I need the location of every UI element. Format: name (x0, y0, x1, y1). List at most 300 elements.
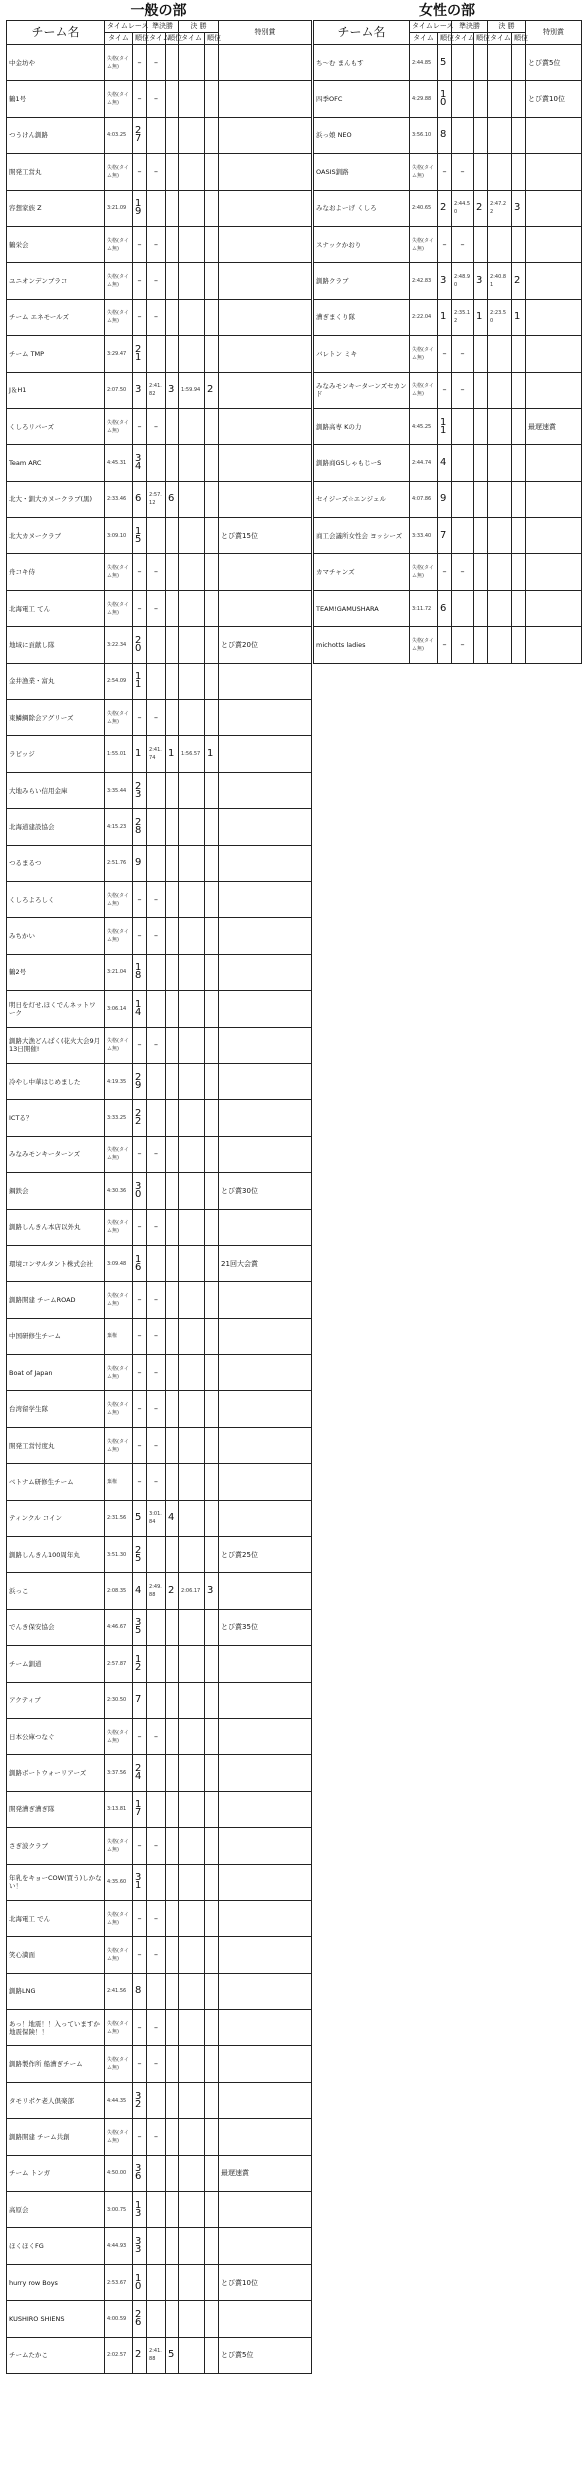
final-rank-cell (512, 408, 526, 444)
final-time-cell (488, 372, 512, 408)
final-time-cell (179, 1464, 205, 1500)
semi-time-cell: – (147, 1318, 166, 1354)
rank-cell: – (133, 1355, 147, 1391)
special-prize-cell (219, 772, 312, 808)
special-prize-cell (526, 117, 582, 153)
table-row (7, 81, 312, 117)
final-time-cell (179, 2010, 205, 2046)
table-row (7, 627, 312, 663)
team-name-cell: hurry row Boys (7, 2264, 105, 2300)
team-name-cell: 容想家族 Z (7, 190, 105, 226)
semi-time-cell: – (147, 263, 166, 299)
final-time-cell (179, 81, 205, 117)
semi-time-cell (452, 445, 474, 481)
special-prize-cell (219, 1318, 312, 1354)
table-row (7, 1755, 312, 1791)
semi-rank-cell (166, 190, 179, 226)
rank-cell: 1 (438, 299, 452, 335)
time-cell: 失格(タイム無) (105, 2046, 133, 2082)
table-row (314, 154, 582, 190)
special-prize-cell (526, 299, 582, 335)
final-rank-cell (512, 627, 526, 663)
table-row (7, 991, 312, 1027)
time-cell: 失格(タイム無) (410, 336, 438, 372)
time-cell: 2:07.50 (105, 372, 133, 408)
semi-rank-cell (166, 1864, 179, 1900)
time-cell: 4:50.00 (105, 2155, 133, 2191)
semi-time-cell: – (147, 1937, 166, 1973)
time-cell: 棄権 (105, 1464, 133, 1500)
semi-time-cell: 2:48.90 (452, 263, 474, 299)
final-rank-cell: 2 (205, 372, 219, 408)
time-cell: 2:08.35 (105, 1573, 133, 1609)
semi-time-cell (147, 2228, 166, 2264)
table-row (7, 1391, 312, 1427)
table-row (7, 1718, 312, 1754)
table-row (7, 1573, 312, 1609)
rank-cell: 36 (133, 2155, 147, 2191)
header-special-prize: 特別賞 (219, 21, 312, 45)
special-prize-cell (219, 1755, 312, 1791)
table-row (7, 518, 312, 554)
final-time-cell (179, 1609, 205, 1645)
time-cell: 3:11.72 (410, 590, 438, 626)
table-row (7, 1937, 312, 1973)
rank-cell: – (438, 554, 452, 590)
time-cell: 失格(タイム無) (105, 2119, 133, 2155)
table-row (314, 590, 582, 626)
semi-rank-cell (166, 1063, 179, 1099)
special-prize-cell (219, 408, 312, 444)
rank-cell: 1 (133, 736, 147, 772)
final-rank-cell (205, 518, 219, 554)
time-cell: 失格(タイム無) (105, 45, 133, 81)
final-time-cell (488, 445, 512, 481)
special-prize-cell (219, 1791, 312, 1827)
time-cell: 2:41.56 (105, 1973, 133, 2009)
semi-rank-cell: 4 (166, 1500, 179, 1536)
team-name-cell: ティンクル コイン (7, 1500, 105, 1536)
team-name-cell: ベトナム研修生チーム (7, 1464, 105, 1500)
header-rank: 順位 (205, 33, 219, 45)
rank-cell: 20 (133, 627, 147, 663)
time-cell: 3:09.48 (105, 1245, 133, 1281)
special-prize-cell (219, 590, 312, 626)
final-rank-cell (205, 700, 219, 736)
final-rank-cell (205, 1900, 219, 1936)
team-name-cell: セイジーズ☆エンジェル (314, 481, 410, 517)
semi-time-cell: 2:35.12 (452, 299, 474, 335)
table-row (314, 117, 582, 153)
header-time: タイム (452, 33, 474, 45)
final-time-cell (179, 1682, 205, 1718)
team-name-cell: つうけん釧路 (7, 117, 105, 153)
table-row (7, 2010, 312, 2046)
time-cell: 失格(タイム無) (410, 154, 438, 190)
rank-cell: 35 (133, 1609, 147, 1645)
final-rank-cell (205, 1027, 219, 1063)
final-rank-cell (205, 2082, 219, 2118)
final-time-cell (179, 2119, 205, 2155)
rank-cell: 10 (133, 2264, 147, 2300)
final-time-cell (179, 2192, 205, 2228)
semi-time-cell (147, 1646, 166, 1682)
semi-rank-cell (166, 1900, 179, 1936)
final-rank-cell (205, 772, 219, 808)
rank-cell: – (438, 336, 452, 372)
time-cell: 2:22.04 (410, 299, 438, 335)
team-name-cell: 台湾留学生隊 (7, 1391, 105, 1427)
table-row (7, 845, 312, 881)
team-name-cell: OASIS釧路 (314, 154, 410, 190)
final-time-cell (179, 445, 205, 481)
semi-time-cell (452, 45, 474, 81)
team-name-cell: 釧路しんきん100周年丸 (7, 1537, 105, 1573)
semi-rank-cell (166, 590, 179, 626)
rank-cell: 30 (133, 1173, 147, 1209)
final-rank-cell (205, 481, 219, 517)
table-row (7, 1063, 312, 1099)
time-cell: 2:57.87 (105, 1646, 133, 1682)
team-name-cell: ユニオンデンブラコ (7, 263, 105, 299)
final-time-cell (488, 554, 512, 590)
time-cell: 4:07.86 (410, 481, 438, 517)
final-rank-cell (205, 336, 219, 372)
table-row (7, 1682, 312, 1718)
special-prize-cell (219, 2010, 312, 2046)
rank-cell: – (133, 2010, 147, 2046)
final-rank-cell (205, 2046, 219, 2082)
rank-cell: – (133, 154, 147, 190)
final-time-cell (179, 1391, 205, 1427)
table-row (7, 1136, 312, 1172)
table-row (7, 226, 312, 262)
semi-time-cell: – (147, 299, 166, 335)
time-cell: 4:44.93 (105, 2228, 133, 2264)
table-row (7, 809, 312, 845)
time-cell: 3:00.75 (105, 2192, 133, 2228)
final-time-cell (179, 1791, 205, 1827)
final-rank-cell (512, 226, 526, 262)
semi-rank-cell (166, 1609, 179, 1645)
team-name-cell: 鋼鉄会 (7, 1173, 105, 1209)
semi-rank-cell (166, 1718, 179, 1754)
team-name-cell: 四季OFC (314, 81, 410, 117)
final-rank-cell: 1 (512, 299, 526, 335)
rank-cell: – (133, 1282, 147, 1318)
rank-cell: 18 (133, 954, 147, 990)
semi-rank-cell (166, 518, 179, 554)
semi-rank-cell (166, 445, 179, 481)
team-name-cell: Boat of Japan (7, 1355, 105, 1391)
semi-rank-cell (166, 1318, 179, 1354)
special-prize-cell (219, 45, 312, 81)
time-cell: 失格(タイム無) (105, 263, 133, 299)
semi-rank-cell (166, 1646, 179, 1682)
time-cell: 4:03.25 (105, 117, 133, 153)
semi-rank-cell (166, 1173, 179, 1209)
table-row (7, 190, 312, 226)
final-rank-cell (205, 154, 219, 190)
rank-cell: – (133, 1427, 147, 1463)
table-row (7, 1791, 312, 1827)
team-name-cell: チーム TMP (7, 336, 105, 372)
semi-time-cell (147, 954, 166, 990)
semi-rank-cell (474, 45, 488, 81)
semi-rank-cell (166, 1245, 179, 1281)
semi-time-cell: – (452, 154, 474, 190)
final-time-cell (488, 481, 512, 517)
special-prize-cell (219, 809, 312, 845)
special-prize-cell (219, 1864, 312, 1900)
table-row (7, 590, 312, 626)
semi-rank-cell (166, 1937, 179, 1973)
table-row (7, 2264, 312, 2300)
final-time-cell (179, 1828, 205, 1864)
final-time-cell (179, 1063, 205, 1099)
semi-time-cell (452, 590, 474, 626)
time-cell: 失格(タイム無) (105, 700, 133, 736)
time-cell: 3:13.81 (105, 1791, 133, 1827)
table-row (7, 554, 312, 590)
rank-cell: – (133, 408, 147, 444)
semi-time-cell: – (147, 1828, 166, 1864)
final-time-cell (179, 881, 205, 917)
time-cell: 4:45.25 (410, 408, 438, 444)
final-rank-cell (205, 627, 219, 663)
team-name-cell: タモリポケ老人倶楽部 (7, 2082, 105, 2118)
time-cell: 2:42.83 (410, 263, 438, 299)
semi-rank-cell (474, 554, 488, 590)
time-cell: 3:29.47 (105, 336, 133, 372)
time-cell: 失格(タイム無) (410, 372, 438, 408)
team-name-cell: 開発工営丸 (7, 154, 105, 190)
final-rank-cell (205, 2337, 219, 2373)
semi-time-cell: – (147, 918, 166, 954)
semi-rank-cell (474, 226, 488, 262)
table-row (7, 1464, 312, 1500)
team-name-cell: 鶴1号 (7, 81, 105, 117)
header-rank: 順位 (474, 33, 488, 45)
rank-cell: 26 (133, 2301, 147, 2337)
table-row (314, 336, 582, 372)
special-prize-cell: とび賞35位 (219, 1609, 312, 1645)
table-row (7, 299, 312, 335)
table-row (314, 299, 582, 335)
semi-rank-cell (166, 809, 179, 845)
final-rank-cell (205, 1391, 219, 1427)
special-prize-cell (219, 1718, 312, 1754)
team-name-cell: でんき保安協会 (7, 1609, 105, 1645)
final-rank-cell (205, 2119, 219, 2155)
general-results-table (6, 20, 312, 2374)
team-name-cell: チーム釧道 (7, 1646, 105, 1682)
rank-cell: 5 (133, 1500, 147, 1536)
rank-cell: 32 (133, 2082, 147, 2118)
semi-rank-cell (474, 627, 488, 663)
semi-rank-cell (166, 1391, 179, 1427)
final-rank-cell (512, 336, 526, 372)
semi-rank-cell (166, 1755, 179, 1791)
rank-cell: 31 (133, 1864, 147, 1900)
table-row (7, 1245, 312, 1281)
semi-time-cell (147, 2264, 166, 2300)
time-cell: 失格(タイム無) (105, 299, 133, 335)
final-time-cell (179, 2046, 205, 2082)
special-prize-cell: とび賞20位 (219, 627, 312, 663)
header-final: 決 勝 (488, 21, 526, 33)
table-row (314, 372, 582, 408)
special-prize-cell (526, 372, 582, 408)
special-prize-cell (526, 445, 582, 481)
semi-rank-cell (474, 518, 488, 554)
team-name-cell: 北大カヌークラブ (7, 518, 105, 554)
special-prize-cell (219, 663, 312, 699)
team-name-cell: ICTる？ (7, 1100, 105, 1136)
semi-time-cell (147, 1791, 166, 1827)
semi-time-cell: – (147, 2010, 166, 2046)
time-cell: 失格(タイム無) (105, 1391, 133, 1427)
special-prize-cell (219, 2046, 312, 2082)
semi-time-cell: – (452, 336, 474, 372)
team-name-cell: チーム トンガ (7, 2155, 105, 2191)
final-rank-cell (205, 226, 219, 262)
table-row (7, 263, 312, 299)
team-name-cell: 釧路開建 チーム共創 (7, 2119, 105, 2155)
semi-time-cell: – (147, 2046, 166, 2082)
special-prize-cell (219, 1100, 312, 1136)
women-results-table (313, 20, 582, 664)
semi-time-cell: – (452, 627, 474, 663)
final-rank-cell (512, 445, 526, 481)
rank-cell: 2 (133, 2337, 147, 2373)
rank-cell: 10 (438, 81, 452, 117)
semi-time-cell: – (147, 1464, 166, 1500)
header-rank: 順位 (512, 33, 526, 45)
final-time-cell (179, 1427, 205, 1463)
final-rank-cell (205, 1755, 219, 1791)
team-name-cell: 日本公庫つなぐ (7, 1718, 105, 1754)
team-name-cell: みなみモンキーターンズ (7, 1136, 105, 1172)
semi-time-cell: – (147, 154, 166, 190)
time-cell: 2:30.50 (105, 1682, 133, 1718)
team-name-cell: 年乳をキョーCOW(買う)しかない！ (7, 1864, 105, 1900)
semi-time-cell (147, 518, 166, 554)
rank-cell: 13 (133, 2192, 147, 2228)
team-name-cell: 釧路製作所 船漕ぎチーム (7, 2046, 105, 2082)
semi-rank-cell (166, 1828, 179, 1864)
final-time-cell (179, 2337, 205, 2373)
semi-time-cell: – (147, 81, 166, 117)
semi-time-cell: 2:41.74 (147, 736, 166, 772)
table-row (314, 81, 582, 117)
semi-rank-cell (166, 263, 179, 299)
final-rank-cell: 2 (512, 263, 526, 299)
semi-time-cell (147, 117, 166, 153)
team-name-cell: 鶴栄会 (7, 226, 105, 262)
semi-rank-cell: 3 (166, 372, 179, 408)
rank-cell: 11 (133, 663, 147, 699)
final-time-cell (179, 518, 205, 554)
final-time-cell (179, 809, 205, 845)
special-prize-cell (219, 1391, 312, 1427)
table-row (7, 881, 312, 917)
rank-cell: – (133, 226, 147, 262)
header-semifinal: 準決勝 (147, 21, 179, 33)
semi-rank-cell (166, 299, 179, 335)
semi-time-cell (147, 1755, 166, 1791)
team-name-cell: 地域に貢献し隊 (7, 627, 105, 663)
rank-cell: 9 (438, 481, 452, 517)
semi-time-cell (147, 1173, 166, 1209)
time-cell: 失格(タイム無) (105, 1282, 133, 1318)
team-name-cell: 浜っ娘 NEO (314, 117, 410, 153)
semi-time-cell: – (147, 408, 166, 444)
final-time-cell (179, 1755, 205, 1791)
semi-time-cell: – (147, 590, 166, 626)
semi-rank-cell (166, 81, 179, 117)
semi-rank-cell (166, 1136, 179, 1172)
header-time-race: タイムレース (410, 21, 452, 33)
table-row (7, 2337, 312, 2373)
semi-time-cell (452, 81, 474, 117)
special-prize-cell (219, 2082, 312, 2118)
final-time-cell (179, 1718, 205, 1754)
table-row (314, 226, 582, 262)
rank-cell: 6 (133, 481, 147, 517)
semi-rank-cell (166, 117, 179, 153)
final-time-cell (179, 1245, 205, 1281)
semi-time-cell (452, 117, 474, 153)
semi-time-cell: – (452, 372, 474, 408)
rank-cell: – (133, 554, 147, 590)
semi-rank-cell (166, 226, 179, 262)
header-time: タイム (410, 33, 438, 45)
table-row (7, 1864, 312, 1900)
final-rank-cell (205, 408, 219, 444)
semi-rank-cell (474, 590, 488, 626)
rank-cell: – (133, 263, 147, 299)
team-name-cell: 開発工営忖度丸 (7, 1427, 105, 1463)
table-row (314, 445, 582, 481)
special-prize-cell (219, 736, 312, 772)
special-prize-cell (219, 1209, 312, 1245)
final-time-cell (179, 554, 205, 590)
time-cell: 失格(タイム無) (410, 627, 438, 663)
rank-cell: – (438, 372, 452, 408)
team-name-cell: みちかい (7, 918, 105, 954)
final-rank-cell (205, 1173, 219, 1209)
special-prize-cell (219, 336, 312, 372)
semi-rank-cell (166, 2119, 179, 2155)
semi-rank-cell (166, 1464, 179, 1500)
rank-cell: 3 (438, 263, 452, 299)
special-prize-cell (219, 1027, 312, 1063)
rank-cell: 17 (133, 1791, 147, 1827)
time-cell: 4:46.67 (105, 1609, 133, 1645)
special-prize-cell: とび賞10位 (219, 2264, 312, 2300)
final-rank-cell (205, 590, 219, 626)
semi-rank-cell (474, 372, 488, 408)
semi-time-cell: 3:01.84 (147, 1500, 166, 1536)
table-row (7, 2082, 312, 2118)
team-name-cell: ち〜む まんもす (314, 45, 410, 81)
semi-time-cell (147, 1864, 166, 1900)
semi-time-cell: – (147, 554, 166, 590)
rank-cell: 8 (438, 117, 452, 153)
semi-rank-cell (166, 954, 179, 990)
special-prize-cell (219, 1973, 312, 2009)
